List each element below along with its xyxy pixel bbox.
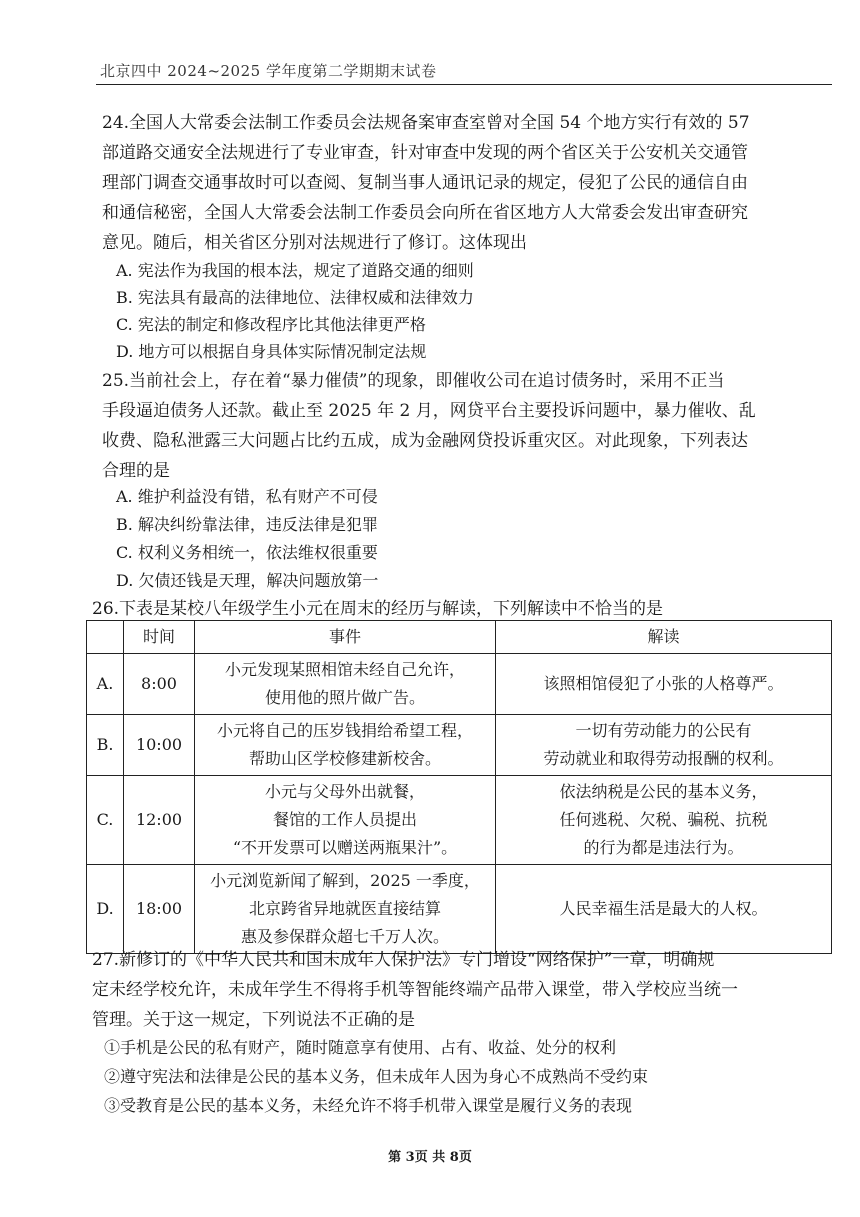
q24-line-4: 和通信秘密，全国人大常委会法制工作委员会向所在省区地方人大常委会发出审查研究: [102, 203, 748, 223]
table-row: [87, 865, 832, 954]
row-event: [195, 865, 496, 954]
row-label: C.: [87, 776, 124, 865]
row-reading: [496, 865, 832, 954]
event-line: “不开发票可以赠送两瓶果汁”。: [232, 838, 458, 857]
q24-line-3: 理部门调查交通事故时可以查阅、复制当事人通讯记录的规定，侵犯了公民的通信自由: [102, 173, 748, 193]
event-line: 帮助山区学校修建新校舍。: [248, 749, 441, 768]
event-line: 使用他的照片做广告。: [264, 688, 425, 707]
q27-line-1: 27.新修订的《中华人民共和国未成年人保护法》专门增设“网络保护”一章，明确规: [92, 950, 715, 970]
event-line: 小元发现某照相馆未经自己允许，: [224, 660, 465, 679]
reading-line: 该照相馆侵犯了小张的人格尊严。: [543, 674, 784, 693]
table-header-row: [87, 621, 832, 654]
table-header-cell: 解读: [496, 621, 832, 654]
q25-line-3: 收费、隐私泄露三大问题占比约五成，成为金融网贷投诉重灾区。对此现象，下列表达: [102, 431, 748, 451]
q25-line-1: 25.当前社会上，存在着“暴力催债”的现象，即催收公司在追讨债务时，采用不正当: [102, 371, 725, 391]
q25-line-4: 合理的是: [102, 461, 170, 481]
row-time: 12:00: [124, 776, 195, 865]
row-reading: [496, 776, 832, 865]
reading-line: 依法纳税是公民的基本义务，: [559, 782, 768, 801]
q27-option-3: ③受教育是公民的基本义务，未经允许不将手机带入课堂是履行义务的表现: [104, 1096, 633, 1115]
event-line: 餐馆的工作人员提出: [272, 810, 417, 829]
row-event: [195, 715, 496, 776]
q25-line-2: 手段逼迫债务人还款。截止至 2025 年 2 月，网贷平台主要投诉问题中，暴力催收、乱: [102, 401, 756, 421]
q27-line-2: 定未经学校允许，未成年学生不得将手机等智能终端产品带入课堂，带入学校应当统一: [92, 980, 738, 1000]
page-footer: 第 3页 共 8页: [388, 1150, 472, 1165]
q24-line-2: 部道路交通安全法规进行了专业审查，针对审查中发现的两个省区关于公安机关交通管: [102, 143, 748, 163]
q27-option-1: ①手机是公民的私有财产，随时随意享有使用、占有、收益、处分的权利: [104, 1038, 617, 1057]
q25-option-b: B. 解决纠纷靠法律，违反法律是犯罪: [116, 515, 378, 534]
q24-option-b: B. 宪法具有最高的法律地位、法律权威和法律效力: [116, 288, 474, 307]
row-time: 10:00: [124, 715, 195, 776]
row-label: B.: [87, 715, 124, 776]
event-line: 小元将自己的压岁钱捐给希望工程，: [216, 721, 473, 740]
row-reading: [496, 654, 832, 715]
table-row: [87, 654, 832, 715]
row-label: D.: [87, 865, 124, 954]
event-line: 小元与父母外出就餐，: [264, 782, 425, 801]
header-divider: [96, 84, 832, 85]
event-line: 小元浏览新闻了解到，2025 一季度，: [210, 871, 480, 890]
reading-line: 一切有劳动能力的公民有: [575, 721, 752, 740]
row-event: [195, 654, 496, 715]
q26-stem: 26.下表是某校八年级学生小元在周末的经历与解读，下列解读中不恰当的是: [92, 599, 664, 619]
q25-option-a: A. 维护利益没有错，私有财产不可侵: [116, 487, 378, 506]
q24-option-d: D. 地方可以根据自身具体实际情况制定法规: [116, 342, 427, 361]
row-label: A.: [87, 654, 124, 715]
event-line: 北京跨省异地就医直接结算: [248, 899, 441, 918]
q24-line-5: 意见。随后，相关省区分别对法规进行了修订。这体现出: [102, 233, 527, 253]
q25-option-d: D. 欠债还钱是天理，解决问题放第一: [116, 571, 379, 590]
row-time: 18:00: [124, 865, 195, 954]
reading-line: 的行为都是违法行为。: [583, 838, 744, 857]
table-header-cell: [87, 621, 124, 654]
q24-line-1: 24.全国人大常委会法制工作委员会法规备案审查室曾对全国 54 个地方实行有效的 57: [102, 113, 750, 133]
q26-table: [86, 620, 832, 954]
table-row: [87, 776, 832, 865]
reading-line: 任何逃税、欠税、骗税、抗税: [559, 810, 768, 829]
row-reading: [496, 715, 832, 776]
table-row: [87, 715, 832, 776]
q24-option-a: A. 宪法作为我国的根本法，规定了道路交通的细则: [116, 261, 474, 280]
q25-option-c: C. 权利义务相统一，依法维权很重要: [116, 543, 378, 562]
row-time: 8:00: [124, 654, 195, 715]
table-header-cell: 事件: [195, 621, 496, 654]
reading-line: 人民幸福生活是最大的人权。: [559, 899, 768, 918]
row-event: [195, 776, 496, 865]
reading-line: 劳动就业和取得劳动报酬的权利。: [543, 749, 784, 768]
q27-line-3: 管理。关于这一规定，下列说法不正确的是: [92, 1010, 415, 1030]
table-header-cell: 时间: [124, 621, 195, 654]
page-header: 北京四中 2024~2025 学年度第二学期期末试卷: [100, 62, 437, 80]
q24-option-c: C. 宪法的制定和修改程序比其他法律更严格: [116, 315, 426, 334]
event-line: 惠及参保群众超七千万人次。: [240, 927, 449, 946]
q27-option-2: ②遵守宪法和法律是公民的基本义务，但未成年人因为身心不成熟尚不受约束: [104, 1067, 649, 1086]
